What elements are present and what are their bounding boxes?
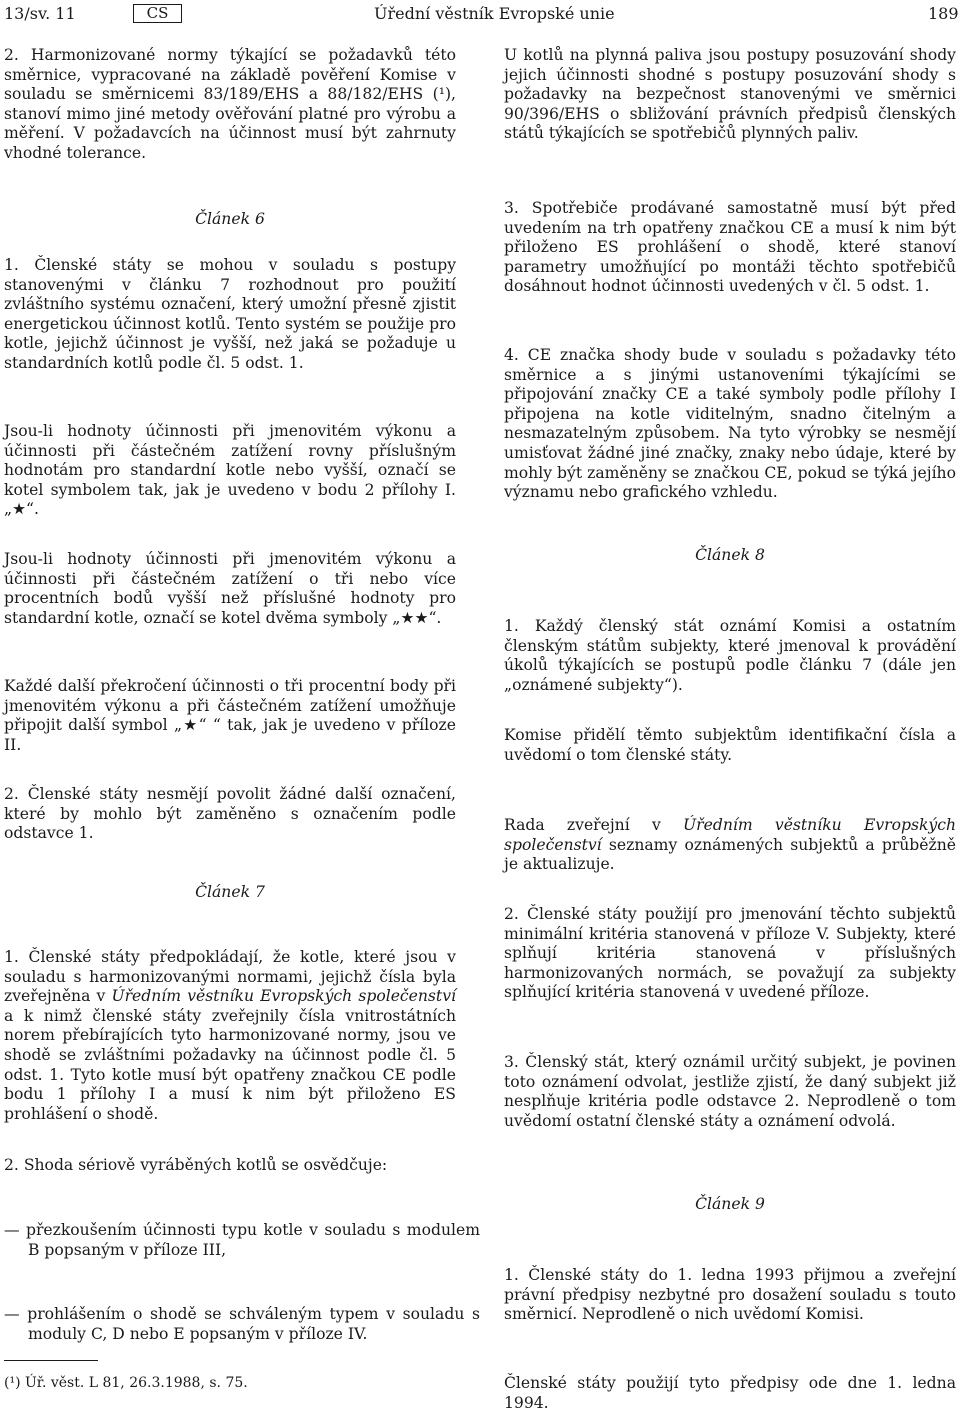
- footnote-separator: [4, 1360, 98, 1361]
- page-number: 189: [928, 4, 959, 23]
- article-8-paragraph-1: 1. Každý členský stát oznámí Komisi a ostatním členským státům subjekty, které jmenoval k provádění úkolů týkajících se postupů podle článku 7 (dále jen „oznámené subjekty“).: [504, 617, 956, 694]
- article-8-title: Článek 8: [695, 546, 765, 564]
- article-9-paragraph-1: 1. Členské státy do 1. ledna 1993 přijmou a zveřejní právní předpisy nezbytné pro dosažení souladu s touto směrnicí. Neprodleně o nich uvědomí Komisi.: [504, 1266, 956, 1324]
- article-8-id-numbers: Komise přidělí těmto subjektům identifikační čísla a uvědomí o tom členské státy.: [504, 726, 956, 764]
- article-6-title: Článek 6: [195, 210, 265, 228]
- footnote: (¹) Úř. věst. L 81, 26.3.1988, s. 75.: [4, 1375, 248, 1391]
- article-8-paragraph-2: 2. Členské státy použijí pro jmenování těchto subjektů minimální kritéria stanovená v příloze V. Subjekty, které splňují kritéria stanovená v příslušných harmonizovaných normách, se považují za subjekty splňující kritéria stanovená v uvedené příloze.: [504, 905, 956, 1002]
- article-8-paragraph-3: 3. Členský stát, který oznámil určitý subjekt, je povinen toto oznámení odvolat, jestliže zjistí, že daný subjekt již nesplňuje kritéria podle odstavce 2. Neprodleně o tom uvědomí ostatní členské státy a oznámení odvolá.: [504, 1053, 956, 1130]
- article-6-paragraph-additional-star: Každé další překročení účinnosti o tři procentní body při jmenovitém výkonu a při částečném zatížení umožňuje připojit další symbol „★“ “ tak, jak je uvedeno v příloze II.: [4, 677, 456, 754]
- article-6-paragraph-1: 1. Členské státy se mohou v souladu s postupy stanovenými v článku 7 rozhodnout pro použití zvláštního systému označení, který umožní přesně zjistit energetickou účinnost kotlů. Tento systém se použije pro kotle, jejichž účinnost je vyšší, než jaká se požaduje u standardních kotlů podle čl. 5 odst. 1.: [4, 256, 456, 372]
- article-7-paragraph-2: 2. Shoda sériově vyráběných kotlů se osvědčuje:: [4, 1156, 388, 1174]
- article-8-council-publication: [504, 816, 956, 875]
- article-6-paragraph-two-stars: Jsou-li hodnoty účinnosti při jmenovitém výkonu a účinnosti při částečném zatížení o tři nebo více procentních bodů vyšší než příslušné hodnoty pro standardní kotle, označí se kotel dvěma symboly „★★“.: [4, 550, 456, 627]
- article-7-paragraph-3: 3. Spotřebiče prodávané samostatně musí být před uvedením na trh opatřeny značkou CE a musí k nim být přiloženo ES prohlášení o shodě, které stanoví parametry umožňující po montáži těchto spotřebičů dosáhnout hodnot účinnosti uvedených v čl. 5 odst. 1.: [504, 199, 956, 296]
- article-7-text-b: a k nimž členské státy zveřejnily čísla vnitrostátních norem přebírajících tyto harmonizované normy, jsou ve shodě se zvláštními požadavky na účinnost podle čl. 5 odst. 1. Tyto kotle musí být opatřeny značkou CE podle bodu 1 přílohy I a musí k nim být přiloženo ES prohlášení o shodě.: [4, 1006, 456, 1123]
- article-7-text-a: 1. Členské státy předpokládají, že kotle, které jsou v souladu s harmonizovanými normami, jejichž čísla byla zveřejněna v: [4, 948, 456, 1006]
- article-8-text-a: Rada zveřejní v: [504, 816, 684, 834]
- dash-item-modules-cde: — prohlášením o shodě se schváleným typem v souladu s moduly C, D nebo E popsaným v příloze IV.: [4, 1305, 480, 1343]
- article-9-title: Článek 9: [695, 1195, 765, 1213]
- article-8-text-b: seznamy oznámených subjektů a průběžně je aktualizuje.: [504, 835, 956, 874]
- article-6-paragraph-one-star: Jsou-li hodnoty účinnosti při jmenovitém výkonu a účinnosti při částečném zatížení rovny příslušným hodnotám pro standardní kotle nebo vyšší, označí se kotel symbolem tak, jak je uvedeno v bodu 2 přílohy I. „★“.: [4, 422, 456, 519]
- article-7-paragraph-1: [4, 948, 456, 1124]
- page-reference: 13/sv. 11: [4, 4, 76, 23]
- article-7-title: Článek 7: [195, 883, 265, 901]
- official-journal-name: Úředním věstníku Evropských společenství: [504, 816, 957, 854]
- article-7-paragraph-4: 4. CE značka shody bude v souladu s požadavky této směrnice a s jinými ustanoveními týkajícími se připojování značky CE a také symboly podle přílohy I připojena na kotle viditelným, snadno čitelným a nesmazatelným způsobem. Na tyto výrobky se nesmějí umisťovat žádné jiné značky, znaky nebo údaje, které by mohly být zaměněny se značkou CE, pokud se týká jejího významu nebo grafického vzhledu.: [504, 346, 956, 502]
- dash-item-module-b: — přezkoušením účinnosti typu kotle v souladu s modulem B popsaným v příloze III,: [4, 1221, 480, 1259]
- journal-title: Úřední věstník Evropské unie: [374, 4, 615, 23]
- official-journal-name: Úředním věstníku Evropských společenství: [111, 987, 456, 1006]
- language-code-box: CS: [133, 4, 182, 23]
- paragraph-harmonized-norms: 2. Harmonizované normy týkající se požadavků této směrnice, vypracované na základě pověření Komise v souladu se směrnicemi 83/189/EHS a 88/182/EHS (¹), stanoví mimo jiné metody ověřování platné pro výrobu a měření. V požadavcích na účinnost musí být zahrnuty vhodné tolerance.: [4, 46, 456, 162]
- article-6-paragraph-2: 2. Členské státy nesmějí povolit žádné další označení, které by mohlo být zaměněno s označením podle odstavce 1.: [4, 785, 456, 843]
- article-9-paragraph-2: Členské státy použijí tyto předpisy ode dne 1. ledna 1994.: [504, 1374, 956, 1412]
- paragraph-gas-boilers: U kotlů na plynná paliva jsou postupy posuzování shody jejich účinnosti shodné s postupy posuzování shody s požadavky na bezpečnost stanovenými ve směrnici 90/396/EHS o sbližování právních předpisů členských států týkajících se spotřebičů plynných paliv.: [504, 46, 956, 143]
